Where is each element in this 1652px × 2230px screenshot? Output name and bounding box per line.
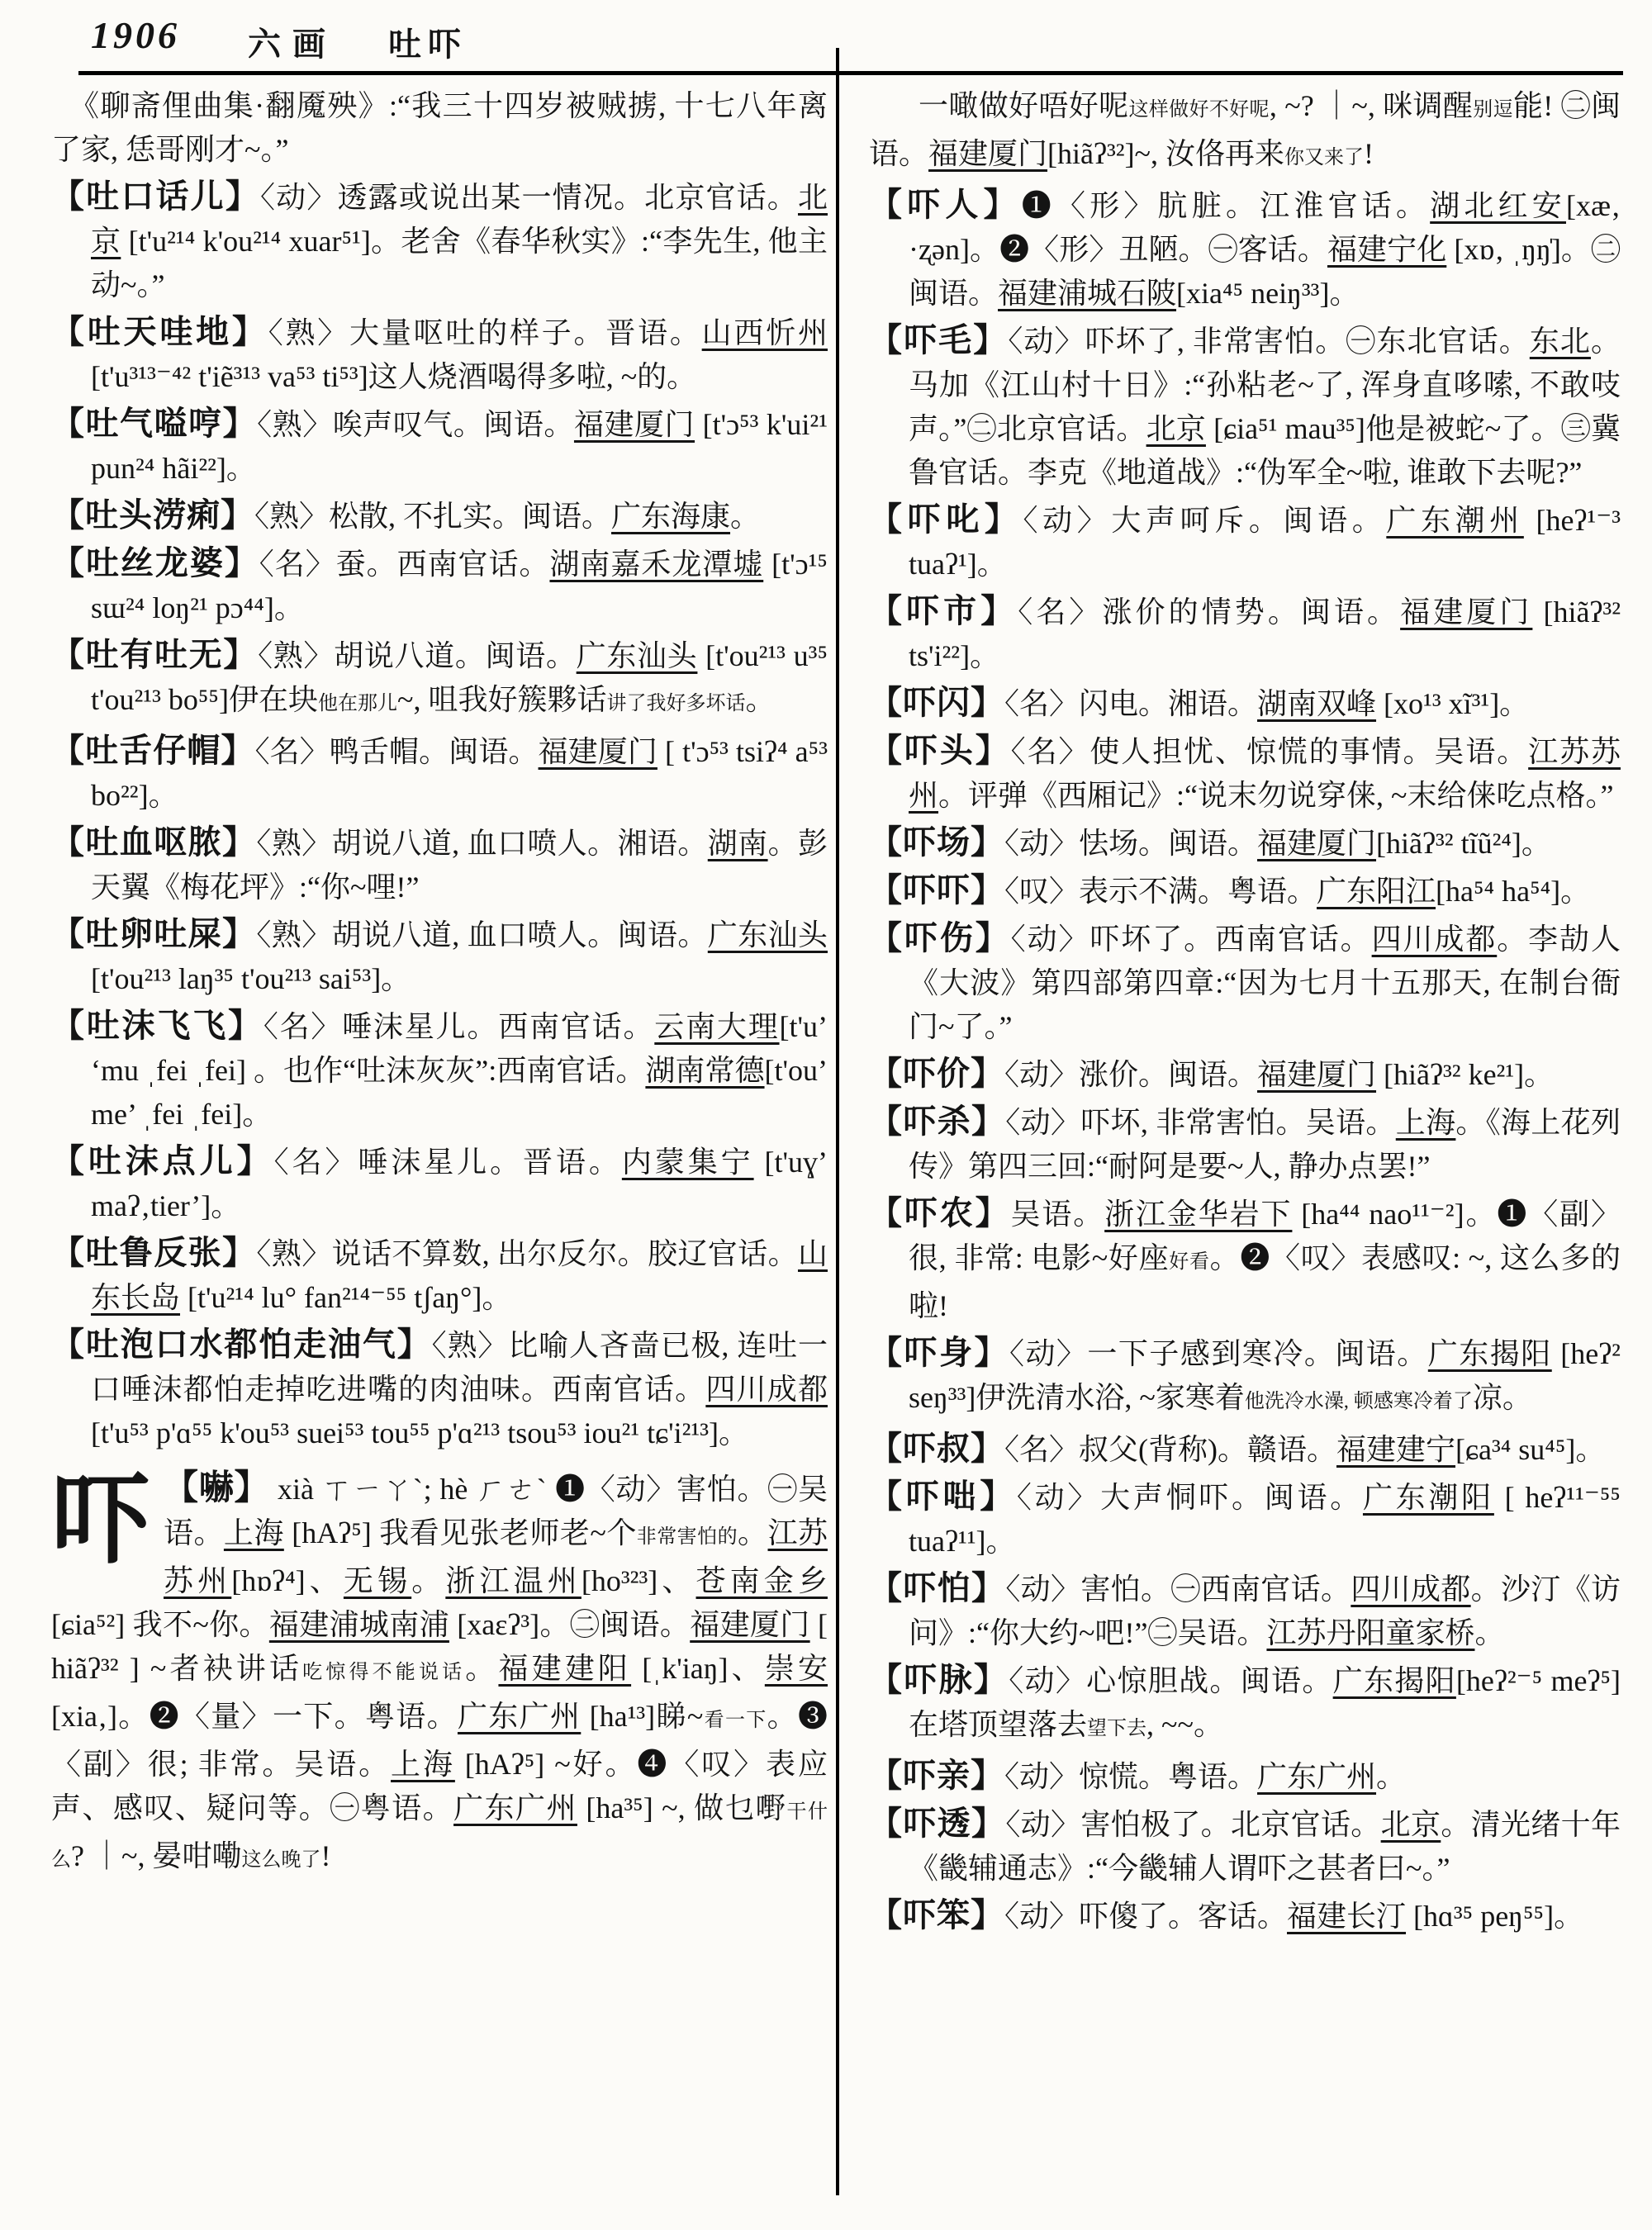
dict-entry [869, 589, 1621, 678]
entry-headword: 【吓场】 [869, 823, 1004, 861]
dict-entry [869, 318, 1621, 495]
dict-entry [869, 1753, 1621, 1799]
column-divider [836, 48, 839, 2195]
entry-body: 〈名〉鸭舌帽。闽语。福建厦门 [ t'ɔ⁵³ tsiʔ⁴ a⁵³ bo²²]。 [91, 735, 828, 812]
entry-headword: 【吐卵吐屎】 [51, 915, 257, 952]
right-column [869, 84, 1621, 1941]
entry-headword: 【吓毛】 [869, 321, 1009, 358]
entry-body: 〈叹〉表示不满。粤语。广东阳江[ha⁵⁴ ha⁵⁴]。 [1004, 875, 1591, 908]
dict-entry [869, 497, 1621, 586]
dict-entry [51, 174, 828, 307]
entry-headword: 【吐有吐无】 [51, 636, 259, 673]
entry-headword: 【吓价】 [869, 1055, 1004, 1092]
entry-body: 〈动〉一下子感到寒冷。闽语。广东揭阳 [heʔ² seŋ³³]伊洗清水浴, ~家寒着他洗冷水澡, 顿感寒冷着了凉。 [909, 1337, 1621, 1414]
entry-body: 〈动〉涨价。闽语。福建厦门 [hiãʔ³² ke²¹]。 [1004, 1058, 1555, 1091]
dict-entry [869, 728, 1621, 818]
entry-headword: 【吓吓】 [869, 871, 1004, 909]
entry-headword: 【吐舌仔帽】 [51, 732, 255, 769]
entry-body: ❶〈动〉害怕。㊀吴语。上海 [hAʔ⁵] 我看见张老师老~个非常害怕的。江苏苏州[hɒʔ⁴]、无锡。浙江温州[ho³²³]、苍南金乡[ɕia⁵²] 我不~你。福建浦城南浦 [xaεʔ³]。㊁闽语。福建厦门 [ hiãʔ³² ] ~者袂讲话吃惊得不能说话。福建建阳 [ˌk'iaŋ]、崇安 [xia‚]。❷〈量〉一下。粤语。广东广州 [ha¹³]睇~看一下。❸〈副〉很; 非常。吴语。上海 [hAʔ⁵] ~好。❹〈叹〉表应声、感叹、疑问等。㊀粤语。广东广州 [ha³⁵] ~, 做乜嘢干什么? ｜~, 晏咁嘞这么晚了! [51, 1473, 828, 1872]
entry-headword: 【吓亲】 [869, 1757, 1004, 1794]
dict-entry [869, 1051, 1621, 1097]
entry-headword: 【吐泡口水都怕走油气】 [51, 1326, 432, 1363]
dict-entry [51, 1004, 828, 1136]
entry-headword: 【吓人】 [869, 186, 1022, 223]
entry-body: 〈动〉透露或说出某一情况。北京官话。北京 [t'u²¹⁴ k'ou²¹⁴ xuar⁵¹]。老舍《春华秋实》:“李先生, 他主动~。” [91, 181, 828, 301]
entry-body: 〈动〉害怕。㊀西南官话。四川成都。沙汀《访问》:“你大约~吧!”㊁吴语。江苏丹阳童家桥。 [909, 1573, 1621, 1649]
continuation-paragraph: 一噉做好唔好呢这样做好不好呢, ~? ｜~, 咪调醒别逗能! ㊁闽语。福建厦门[hiãʔ³²]~, 汝佫再来你又来了! [869, 89, 1621, 170]
dict-entry [869, 681, 1621, 726]
pronunciation: xià ㄒㄧㄚˋ; hè ㄏㄜˋ [277, 1473, 556, 1506]
entry-headword: 【吓农】 [869, 1194, 1011, 1231]
dict-entry [51, 633, 828, 726]
entry-body: 〈名〉唾沫星儿。西南官话。云南大理[t'u’ ‘mu ˌfei ˌfei] 。也作“吐沫灰灰”:西南官话。湖南常德[t'ou’ me’ ˌfei ˌfei]。 [91, 1010, 828, 1131]
entry-body: 吴语。浙江金华岩下 [ha⁴⁴ nao¹¹⁻²]。❶〈副〉很, 非常: 电影~好座好看。❷〈叹〉表感叹: ~, 这么多的啦! [909, 1198, 1621, 1322]
head-character: 吓 [51, 1465, 150, 1575]
entry-headword: 【吐丝龙婆】 [51, 544, 259, 581]
entry-body: 〈名〉涨价的情势。闽语。福建厦门 [hiãʔ³² ts'i²²]。 [909, 595, 1621, 672]
dict-entry [51, 401, 828, 491]
entry-body: 〈熟〉比喻人吝啬已极, 连吐一口唾沫都怕走掉吃进嘴的肉油味。西南官话。四川成都 [t'u⁵³ p'ɑ⁵⁵ k'ou⁵³ suei⁵³ tou⁵⁵ p'ɑ²¹³ tsou⁵³ iou²¹ tɕ'i²¹³]。 [91, 1329, 828, 1450]
guide-characters: 吐吓 [388, 26, 468, 63]
dict-entry [869, 1331, 1621, 1424]
entry-headword: 【吓头】 [869, 732, 1011, 769]
dict-entry [869, 1426, 1621, 1472]
entry-body: 〈名〉使人担忧、惊慌的事情。吴语。江苏苏州。评弹《西厢记》:“说末勿说穿俫, ~末给俫吃点格。” [909, 735, 1621, 812]
entry-body: 〈名〉蚕。西南官话。湖南嘉禾龙潭墟 [t'ɔ¹⁵ sɯ²⁴ loŋ²¹ pɔ⁴⁴]。 [91, 548, 828, 624]
entry-body: 〈熟〉唉声叹气。闽语。福建厦门 [t'ɔ⁵³ k'ui²¹ pun²⁴ hãi²²]。 [91, 408, 828, 485]
entry-headword: 【吓身】 [869, 1334, 1009, 1371]
dict-entry [51, 541, 828, 630]
dict-entry [51, 820, 828, 909]
entry-headword: 【吓市】 [869, 592, 1018, 629]
entry-headword: 【吓闪】 [869, 684, 1004, 721]
dict-entry [869, 868, 1621, 913]
dict-entry [51, 1231, 828, 1320]
entry-headword: 【吓透】 [869, 1805, 1006, 1842]
stroke-section-header: 六画 [248, 26, 337, 63]
entry-headword: 【吓笨】 [869, 1896, 1004, 1933]
entry-headword: 【吓咄】 [869, 1478, 1017, 1515]
dict-entry [869, 1566, 1621, 1655]
entry-headword: 【吐气嗌哼】 [51, 405, 258, 442]
head-character-entry [51, 1467, 828, 1882]
entry-body: 〈名〉闪电。湘语。湖南双峰 [xo¹³ xĩ³¹]。 [1004, 687, 1530, 720]
left-column [51, 84, 828, 1882]
dict-entry [869, 916, 1621, 1049]
entry-headword: 【吓叔】 [869, 1430, 1004, 1467]
traditional-form: 【嚇】 [164, 1469, 270, 1507]
entry-headword: 【吓怕】 [869, 1569, 1006, 1606]
dict-entry [869, 1658, 1621, 1751]
entry-headword: 【吐鲁反张】 [51, 1234, 257, 1271]
entry-body: 〈动〉吓坏了。西南官话。四川成都。李劼人《大波》第四部第四章:“因为七月十五那天, 在制台衙门~了。” [909, 923, 1621, 1043]
entry-body: 〈动〉惊慌。粤语。广东广州。 [1004, 1760, 1407, 1793]
entry-body: 〈动〉吓傻了。客话。福建长汀 [hɑ³⁵ peŋ⁵⁵]。 [1004, 1900, 1584, 1933]
continuation-paragraph: 《聊斋俚曲集·翻魇殃》:“我三十四岁被贼掳, 十七八年离了家, 恁哥刚才~。” [51, 89, 828, 166]
entry-headword: 【吐口话儿】 [51, 178, 260, 215]
dict-entry [51, 912, 828, 1001]
dict-entry [51, 310, 828, 399]
entry-body: 〈动〉吓坏了, 非常害怕。㊀东北官话。东北。马加《江山村十日》:“孙粘老~了, 浑身直哆嗦, 不敢吱声。”㊁北京官话。北京 [ɕia⁵¹ mau³⁵]他是被蛇~了。㊂冀鲁官话。李克《地道战》:“伪军全~啦, 谁敢下去呢?” [909, 325, 1621, 489]
entry-body: 〈动〉怯场。闽语。福建厦门[hiãʔ³² tĩũ²⁴]。 [1004, 827, 1551, 860]
dict-entry [869, 1099, 1621, 1189]
entry-body: 〈动〉害怕极了。北京官话。北京。清光绪十年《畿辅通志》:“今畿辅人谓吓之甚者曰~。” [909, 1808, 1621, 1885]
dict-entry [51, 493, 828, 539]
dict-entry [869, 1801, 1621, 1891]
entry-headword: 【吓脉】 [869, 1661, 1009, 1698]
entry-body: 〈熟〉说话不算数, 出尔反尔。胶辽官话。山东长岛 [t'u²¹⁴ lu° fan²¹⁴⁻⁵⁵ tʃaŋ°]。 [91, 1237, 828, 1314]
entry-headword: 【吓杀】 [869, 1103, 1006, 1140]
entry-body: 〈动〉大声恫吓。闽语。广东潮阳 [ heʔ¹¹⁻⁵⁵ tuaʔ¹¹]。 [909, 1481, 1621, 1558]
entry-headword: 【吐沫点儿】 [51, 1142, 274, 1179]
entry-body: 〈动〉吓坏, 非常害怕。吴语。上海。《海上花列传》第四三回:“耐阿是要~人, 静办点罢!” [909, 1106, 1621, 1183]
dict-entry [51, 1139, 828, 1228]
entry-body: 〈熟〉松散, 不扎实。闽语。广东海康。 [254, 500, 761, 533]
entry-headword: 【吐血呕脓】 [51, 823, 257, 861]
dict-entry [869, 1893, 1621, 1938]
entry-body: 〈熟〉胡说八道, 血口喷人。湘语。湖南。彭天翼《梅花坪》:“你~哩!” [91, 827, 828, 904]
entry-body: 〈名〉叔父(背称)。赣语。福建建宁[ɕa³⁴ su⁴⁵]。 [1004, 1433, 1606, 1466]
dict-entry [869, 1474, 1621, 1563]
entry-body: 〈熟〉胡说八道。闽语。广东汕头 [t'ou²¹³ u³⁵ t'ou²¹³ bo⁵⁵]伊在块他在那儿~, 咀我好簇夥话讲了我好多坏话。 [91, 639, 828, 716]
page-number: 1906 [91, 14, 180, 56]
entry-headword: 【吓叱】 [869, 501, 1023, 538]
dict-entry [51, 728, 828, 818]
entry-headword: 【吐沫飞飞】 [51, 1007, 263, 1044]
entry-headword: 【吐天哇地】 [51, 313, 268, 350]
dict-entry [869, 820, 1621, 866]
entry-body: 〈动〉大声呵斥。闽语。广东潮州 [heʔ¹⁻³ tuaʔ¹]。 [909, 504, 1621, 581]
dict-entry [51, 1322, 828, 1455]
dict-entry [869, 183, 1621, 316]
dict-entry [869, 1191, 1621, 1328]
entry-body: 〈名〉唾沫星儿。晋语。内蒙集宁 [t'uɣ’ maʔ‚tier’]。 [91, 1146, 828, 1222]
entry-headword: 【吓伤】 [869, 919, 1011, 956]
entry-body: ❶〈形〉肮脏。江淮官话。湖北红安[xæ‚ ·ʐən]。❷〈形〉丑陋。㊀客话。福建宁化 [xɒ‚ ˌŋŋ̍]。㊁闽语。福建浦城石陂[xia⁴⁵ neiŋ³³]。 [909, 189, 1621, 310]
entry-body: 〈熟〉胡说八道, 血口喷人。闽语。广东汕头 [t'ou²¹³ laŋ³⁵ t'ou²¹³ sai⁵³]。 [91, 918, 828, 995]
entry-body: 〈熟〉大量呕吐的样子。晋语。山西忻州 [t'u³¹³⁻⁴² t'iẽ³¹³ va⁵³ ti⁵³]这人烧酒喝得多啦, ~的。 [91, 316, 828, 393]
entry-body: 〈动〉心惊胆战。闽语。广东揭阳[heʔ²⁻⁵ meʔ⁵] 在塔顶望落去望下去, ~~。 [909, 1664, 1621, 1741]
header-rule [78, 71, 1623, 75]
entry-headword: 【吐头涝痢】 [51, 496, 254, 534]
